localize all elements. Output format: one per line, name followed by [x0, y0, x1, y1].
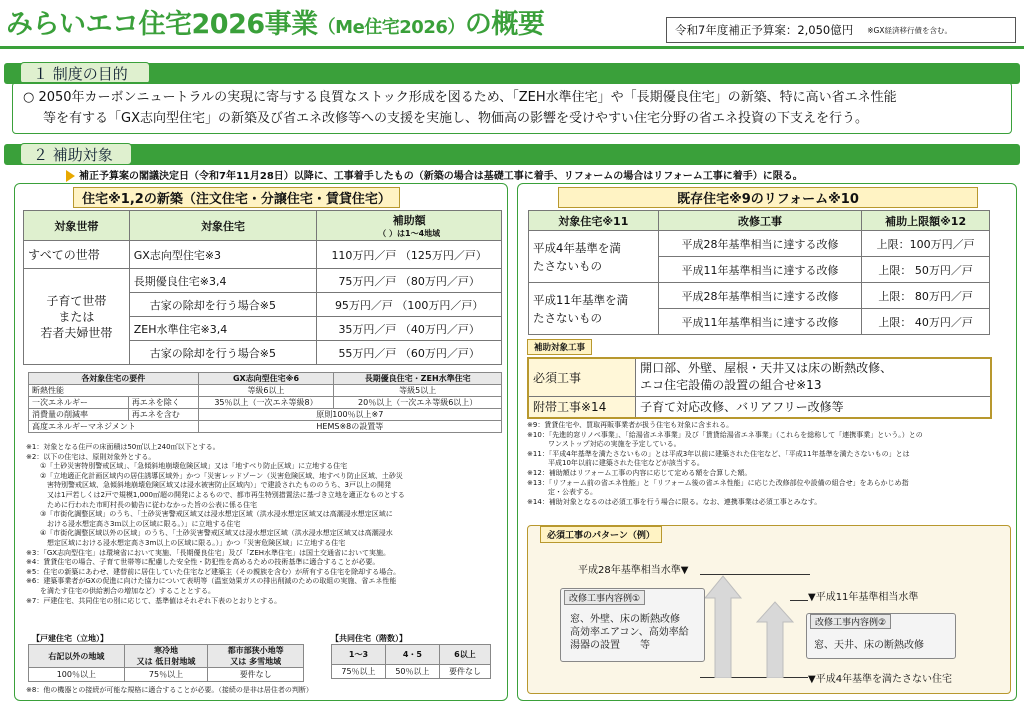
h-amount: 補助額 （ ）は1～4地域 [317, 211, 502, 241]
newbuild-table [23, 210, 502, 365]
amount-zeh-demolish: 55万円／戸 （60万円／戸） [317, 341, 502, 365]
level-11: ▼平成11年基準相当水準 [808, 592, 919, 603]
req-a2: 等級6以上 [198, 385, 334, 397]
reform-note-2: ※10：「先進的窓リノベ事業」、「給湯省エネ事業」及び「賃貸給湯省エネ事業」（これらを総称して「連携事業」という。）との [527, 430, 923, 439]
newbuild-note-5: 害特別警戒区域、急傾斜地崩壊危険区域又は浸水被害防止区域内）」で建設されたもののうち、3戸以上の開発 [26, 481, 391, 490]
newbuild-note-4: ②「立地適正化計画区域内の居住誘導区域外」かつ「災害レッドゾーン（災害危険区域、地すべり防止区域、土砂災 [26, 471, 403, 480]
requirements-table [28, 372, 502, 433]
req-a3: 等級5以上 [334, 385, 502, 397]
reform-notes [527, 421, 1011, 507]
household-young: 子育て世帯 または 若者夫婦世帯 [24, 269, 130, 365]
reform-note-6: ※12：補助額はリフォーム工事の内容に応じて定める額を合算した額。 [527, 468, 752, 477]
purpose-line2: 等を有する「GX志向型住宅」の新築及び省エネ改修等への支援を実施し、物価高の影響を受けやすい住宅分野の省エネ投資の下支えを行う。 [43, 111, 868, 126]
multi-h1: 1～3 [332, 645, 386, 665]
det-h3: 都市部狭小地等 又は 多雪地域 [208, 645, 304, 668]
example2-text: 窓、天井、床の断熱改修 [814, 640, 924, 651]
newbuild-title: 住宅※1,2の新築（注文住宅・分譲住宅・賃貸住宅） [73, 187, 400, 208]
ref-h2: 改修工事 [658, 211, 862, 231]
multi-label: 【共同住宅（階数）】 [331, 634, 407, 643]
newbuild-notes [26, 443, 506, 606]
house-long-demolish: 古家の除却を行う場合※5 [129, 293, 317, 317]
reform-note-1: ※9：賃貸住宅や、買取再販事業者が扱う住宅も対象に含まれる。 [527, 421, 734, 429]
req-c2: 原則100％以上※7 [198, 409, 501, 421]
multi-h2: 4・5 [385, 645, 439, 665]
amount-long: 75万円／戸 （80万円／戸） [317, 269, 502, 293]
ref-work-4: 平成11年基準相当に達する改修 [658, 309, 862, 335]
newbuild-note-16: を満たす住宅の供給割合の増加など）することとする。 [26, 586, 215, 595]
upgrade-arrows-icon [705, 570, 805, 678]
h-house: 対象住宅 [129, 211, 317, 241]
req-c1: 消費量の削減率 [29, 409, 129, 421]
triangle-icon [66, 170, 75, 182]
budget-box: 令和7年度補正予算案：2,050億円 ※GX経済移行債を含む。 [666, 17, 1016, 43]
newbuild-note-9: おける浸水想定高さ3ｍ以上の区域に限る。）」に立地する住宅 [26, 519, 241, 528]
reform-title: 既存住宅※9のリフォーム※10 [558, 187, 978, 208]
page-title: みらいエコ住宅2026事業（Me住宅2026）の概要 [6, 9, 545, 40]
sec2-header: ２ 補助対象 [20, 143, 132, 165]
amount-zeh: 35万円／戸 （40万円／戸） [317, 317, 502, 341]
req-b2: 35％以上（一次エネ等級8） [198, 397, 334, 409]
reform-note-4: ※11：「平成4年基準を満たさないもの」とは平成3年以前に建築された住宅など、「平成11年基準を満たさないもの」とは [527, 449, 910, 458]
req-h2: GX志向型住宅※6 [198, 373, 334, 385]
sec1-bar [4, 63, 1020, 84]
req-b3: 20％以上（一次エネ等級6以上） [334, 397, 502, 409]
req-b1: 一次エネルギー [29, 397, 129, 409]
ref-amt-2: 上限： 50万円／戸 [862, 257, 990, 283]
household-all: すべての世帯 [24, 241, 130, 269]
det-v1: 100％以上 [29, 668, 125, 682]
works-required: 必須工事 [528, 358, 636, 396]
newbuild-note-3: ①「土砂災害特別警戒区域」、「急傾斜地崩壊危険区域」又は「地すべり防止区域」に立地する住宅 [26, 462, 348, 471]
ref-amt-3: 上限： 80万円／戸 [862, 283, 990, 309]
amount-long-demolish: 95万円／戸 （100万円／戸） [317, 293, 502, 317]
newbuild-note-11: 想定区域における浸水想定高さ3m以上の区域に限る。）」かつ「災害危険区域」に立地する住宅 [26, 538, 346, 547]
works-required-desc: 開口部、外壁、屋根・天井又は床の断熱改修、 エコ住宅設備の設置の組合せ※13 [636, 358, 991, 396]
newbuild-note-6: 又は1戸若しくは2戸で規模1,000㎡超の開発によるもので、都市再生特別措置法に基づき立地を適正なものとする [26, 490, 405, 499]
works-optional-desc: 子育て対応改修、バリアフリー改修等 [636, 396, 991, 418]
req-c1b: 再エネを含む [128, 409, 198, 421]
example1-title: 改修工事内容例① [564, 590, 645, 605]
ref-work-3: 平成28年基準相当に達する改修 [658, 283, 862, 309]
multi-v1: 75％以上 [332, 665, 386, 679]
ref-work-1: 平成28年基準相当に達する改修 [658, 231, 862, 257]
sec1-header: １ 制度の目的 [20, 62, 150, 84]
ref-h3: 補助上限額※12 [862, 211, 990, 231]
sec2-note: 補正予算案の閣議決定日（令和7年11月28日）以降に、工事着手したもの（新築の場合は基礎工事に着手、リフォームの場合はリフォーム工事に着手）に限る。 [66, 167, 803, 182]
newbuild-note-7: ために行われた市町村長の勧告に従わなかった旨の公表に係る住宅 [26, 500, 257, 509]
works-optional: 附帯工事※14 [528, 396, 636, 418]
det-v2: 75％以上 [124, 668, 208, 682]
sec2-bar [4, 144, 1020, 165]
amount-gx: 110万円／戸 （125万円／戸） [317, 241, 502, 269]
newbuild-note-10: ④「市街化調整区域以外の区域」のうち、「土砂災害警戒区域又は浸水想定区域（洪水浸水想定区域又は高潮浸水 [26, 529, 393, 538]
works-label: 補助対象工事 [527, 339, 592, 355]
detached-table [28, 644, 304, 682]
multi-v3: 要件なし [439, 665, 490, 679]
det-h1: 右記以外の地域 [29, 645, 125, 668]
ref-group2: 平成11年基準を満 たさないもの [529, 283, 659, 335]
req-a1: 断熱性能 [29, 385, 199, 397]
house-zeh: ZEH水準住宅※3,4 [129, 317, 317, 341]
det-v3: 要件なし [208, 668, 304, 682]
req-h3: 長期優良住宅・ZEH水準住宅 [334, 373, 502, 385]
newbuild-note-15: ※6：建築事業者がGXの促進に向けた協力について表明等（温室効果ガスの排出削減のための取組の実施、省エネ性能 [26, 577, 397, 586]
level-28: 平成28年基準相当水準▼ [578, 565, 689, 576]
house-zeh-demolish: 古家の除却を行う場合※5 [129, 341, 317, 365]
note8: ※8：他の機器との接続が可能な規格に適合することが必要。（接続の是非は居住者の判断） [26, 686, 313, 694]
purpose-line1: ○ 2050年カーボンニュートラルの実現に寄与する良質なストック形成を図るため、「ZEH水準住宅」や「長期優良住宅」の新築、特に高い省エネ性能 [23, 90, 897, 105]
detached-label: 【戸建住宅（立地）】 [32, 634, 108, 643]
multi-table [331, 644, 491, 679]
req-d2: HEMS※8の設置等 [198, 421, 501, 433]
level-4: ▼平成4年基準を満たさない住宅 [808, 674, 953, 685]
newbuild-note-8: ③「市街化調整区域」のうち、「土砂災害警戒区域又は浸水想定区域（洪水浸水想定区域又は高潮浸水想定区域に [26, 510, 393, 519]
pattern-label: 必須工事のパターン（例） [540, 526, 662, 543]
reform-note-7: ※13：「リフォーム前の省エネ性能」と「リフォーム後の省エネ性能」に応じた改修部位や設備の組合せ」をあらかじめ指 [527, 478, 909, 487]
ref-amt-1: 上限：100万円／戸 [862, 231, 990, 257]
newbuild-note-12: ※3：「GX志向型住宅」は環境省において実施、「長期優良住宅」及び「ZEH水準住宅」は国土交通省において実施。 [26, 548, 391, 557]
newbuild-note-17: ※7：戸建住宅、共同住宅の別に応じて、基準値はそれぞれ下表のとおりとする。 [26, 596, 282, 605]
req-h1: 各対象住宅の要件 [29, 373, 199, 385]
house-long: 長期優良住宅※3,4 [129, 269, 317, 293]
reform-note-3: ワンストップ対応の実施を予定している。 [527, 440, 681, 449]
reform-note-8: 定・公表する。 [527, 488, 597, 497]
newbuild-note-14: ※5：住宅の新築にあわせ、建替前に居住していた住宅など建築主（その親族を含む）が所有する住宅を除却する場合。 [26, 567, 401, 576]
reform-note-5: 平成10年以前に建築された住宅などが該当する。 [527, 459, 704, 468]
works-table [527, 357, 992, 419]
multi-v2: 50％以上 [385, 665, 439, 679]
h-household: 対象世帯 [24, 211, 130, 241]
newbuild-note-2: ※2：以下の住宅は、原則対象外とする。 [26, 452, 156, 461]
newbuild-note-13: ※4：賃貸住宅の場合、子育て世帯等に配慮した安全性・防犯性を高めるための技術基準に適合することが必要。 [26, 558, 380, 567]
req-b1b: 再エネを除く [128, 397, 198, 409]
det-h2: 寒冷地 又は 低日射地域 [124, 645, 208, 668]
ref-amt-4: 上限： 40万円／戸 [862, 309, 990, 335]
title-divider [0, 46, 1024, 49]
ref-group1: 平成4年基準を満 たさないもの [529, 231, 659, 283]
example1-text: 窓、外壁、床の断熱改修 高効率エアコン、高効率給 湯器の設置 等 [570, 614, 689, 651]
reform-note-9: ※14：補助対象となるのは必須工事を行う場合に限る。なお、連携事業は必須工事とみなす。 [527, 497, 822, 506]
reform-table [528, 210, 990, 335]
multi-h3: 6以上 [439, 645, 490, 665]
purpose-box [12, 82, 1012, 134]
ref-work-2: 平成11年基準相当に達する改修 [658, 257, 862, 283]
ref-h1: 対象住宅※11 [529, 211, 659, 231]
example2-title: 改修工事内容例② [810, 614, 891, 629]
req-d1: 高度エネルギーマネジメント [29, 421, 199, 433]
house-gx: GX志向型住宅※3 [129, 241, 317, 269]
newbuild-note-1: ※1：対象となる住戸の床面積は50㎡以上240㎡以下とする。 [26, 443, 220, 451]
